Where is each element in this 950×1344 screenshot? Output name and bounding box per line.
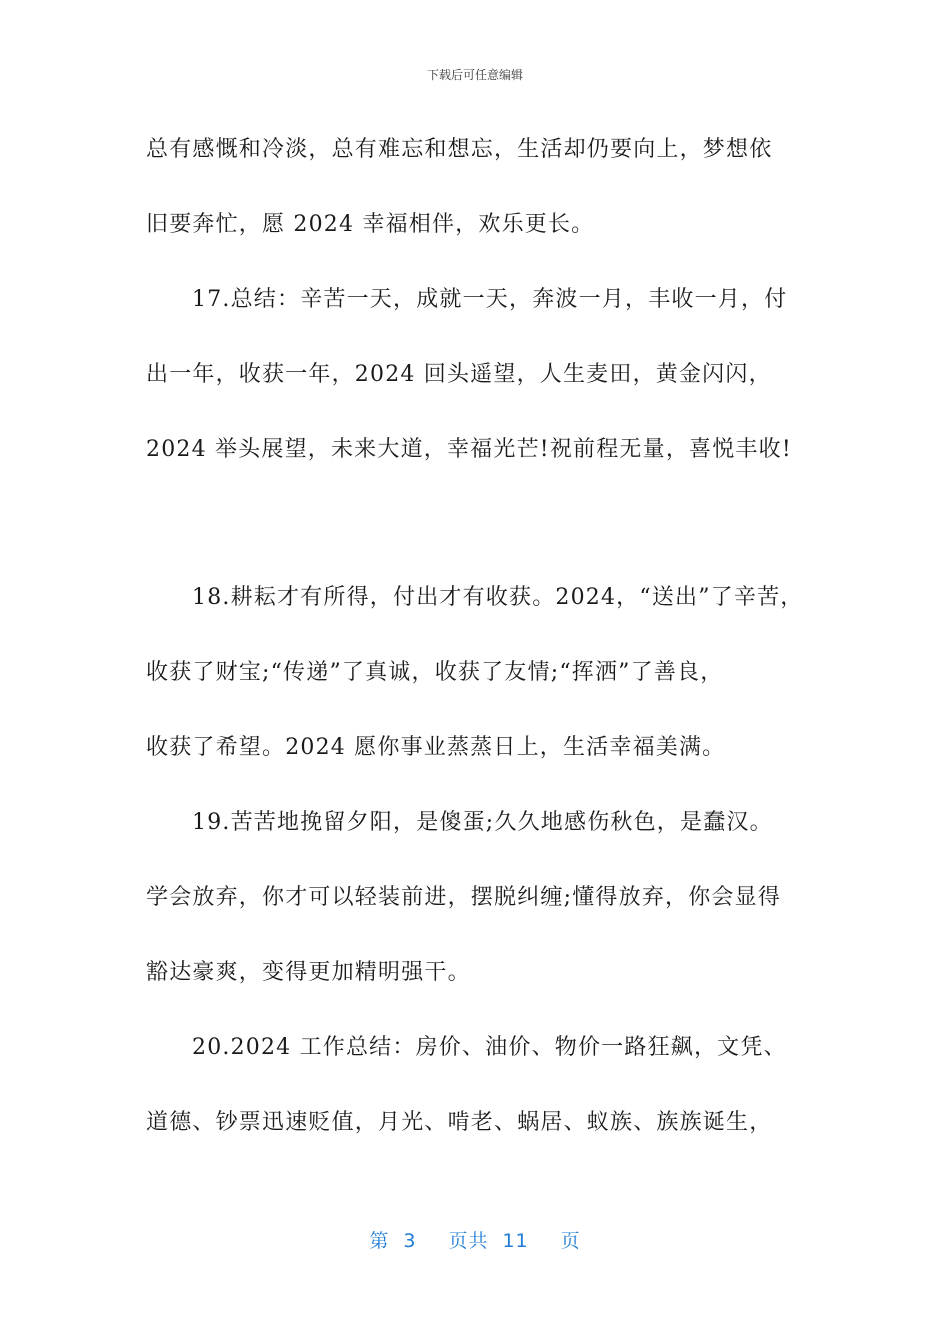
text-line: 道德、钞票迅速贬值，月光、啃老、蜗居、蚁族、族族诞生， [146,1110,773,1135]
page-suffix: 页 [560,1230,581,1252]
page-total: 11 [502,1230,529,1252]
header-note: 下载后可任意编辑 [426,68,523,82]
text-line: 旧要奔忙，愿 2024 幸福相伴，欢乐更长。 [146,212,595,237]
text-line: 总有感慨和冷淡，总有难忘和想忘，生活却仍要向上，梦想依 [146,137,773,162]
text-line: 18.耕耘才有所得，付出才有收获。2024，“送出”了辛苦， [192,585,804,610]
page-footer [0,1226,950,1253]
text-line: 学会放弃，你才可以轻装前进，摆脱纠缠;懂得放弃，你会显得 [146,885,782,910]
text-line: 豁达豪爽，变得更加精明强干。 [146,960,471,985]
page-current: 3 [403,1230,417,1252]
page-prefix: 第 [369,1230,390,1252]
text-line: 17.总结：辛苦一天，成就一天，奔波一月，丰收一月，付 [192,287,788,312]
text-line: 20.2024 工作总结：房价、油价、物价一路狂飙，文凭、 [192,1035,787,1060]
page-mid: 页共 [448,1230,489,1252]
text-line: 19.苦苦地挽留夕阳，是傻蛋;久久地感伤秋色，是蠢汉。 [192,810,773,835]
text-line: 2024 举头展望，未来大道，幸福光芒!祝前程无量，喜悦丰收! [146,437,792,462]
text-line: 出一年，收获一年，2024 回头遥望，人生麦田，黄金闪闪， [146,362,772,387]
text-line: 收获了财宝;“传递”了真诚，收获了友情;“挥洒”了善良， [146,660,724,685]
text-line: 收获了希望。2024 愿你事业蒸蒸日上，生活幸福美满。 [146,735,726,760]
